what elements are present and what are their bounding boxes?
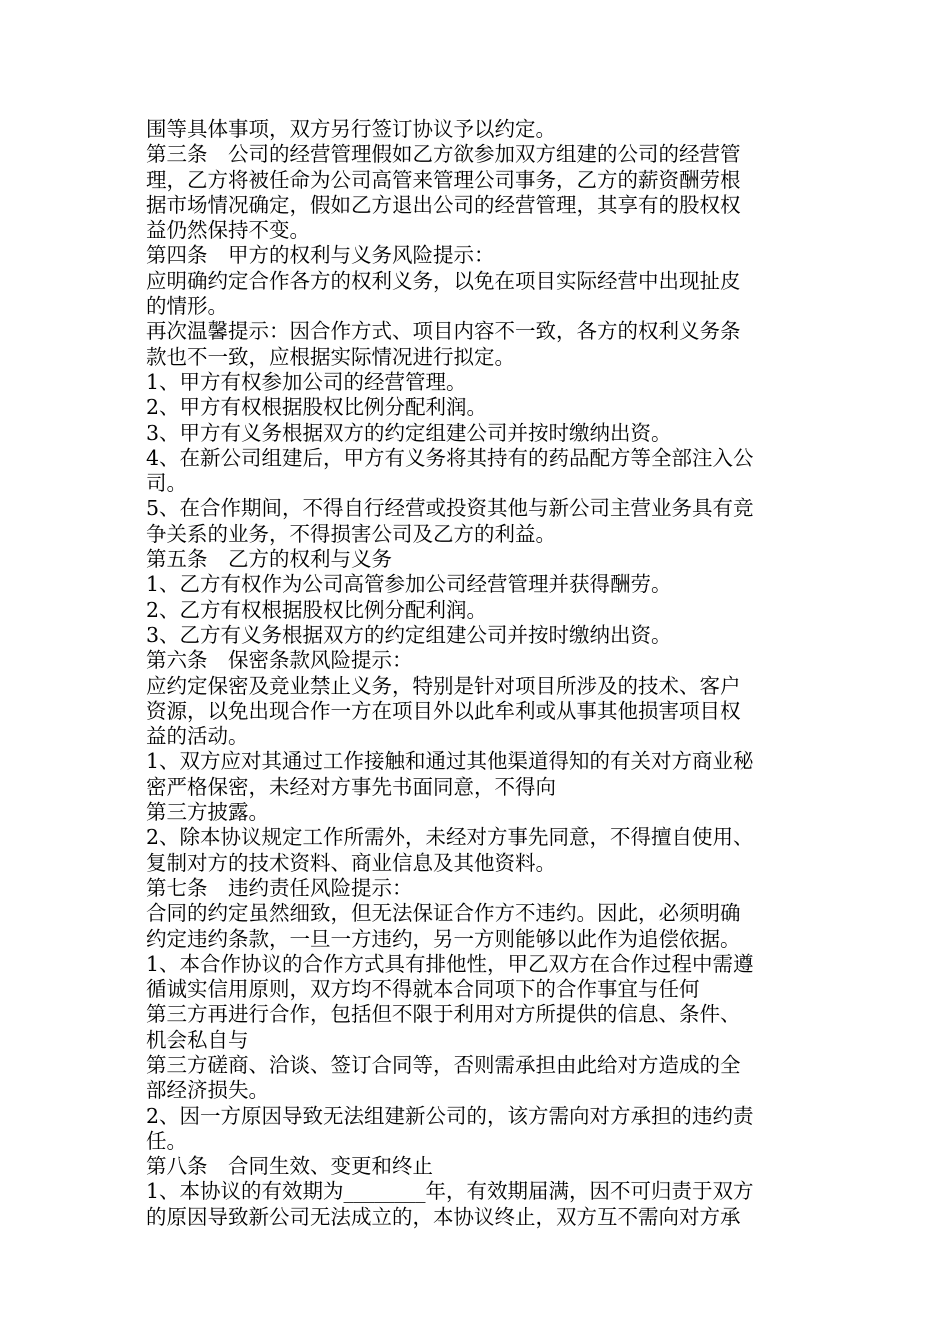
text-line: 循诚实信用原则，双方均不得就本合同项下的合作事宜与任何: [146, 977, 700, 1002]
article-4-heading: 第四条 甲方的权利与义务风险提示：: [146, 243, 495, 268]
list-item: 4、在新公司组建后，甲方有义务将其持有的药品配方等全部注入公: [146, 445, 754, 470]
list-item: 1、本合作协议的合作方式具有排他性，甲乙双方在合作过程中需遵: [146, 951, 754, 976]
list-item: 1、甲方有权参加公司的经营管理。: [146, 369, 467, 394]
text-line: 资源，以免出现合作一方在项目外以此牟利或从事其他损害项目权: [146, 698, 741, 723]
text-line: 第三方磋商、洽谈、签订合同等，否则需承担由此给对方造成的全: [146, 1052, 741, 1077]
text-line: 第三方披露。: [146, 800, 269, 825]
list-item: 1、本协议的有效期为________年，有效期届满，因不可归责于双方: [146, 1179, 754, 1204]
text-line: 争关系的业务，不得损害公司及乙方的利益。: [146, 521, 556, 546]
article-5-heading: 第五条 乙方的权利与义务: [146, 547, 392, 572]
article-8-heading: 第八条 合同生效、变更和终止: [146, 1154, 433, 1179]
article-3-heading: 第三条 公司的经营管理假如乙方欲参加双方组建的公司的经营管: [146, 142, 741, 167]
text-line: 的原因导致新公司无法成立的，本协议终止，双方互不需向对方承: [146, 1204, 741, 1229]
document-body: [146, 117, 806, 1230]
list-item: 3、甲方有义务根据双方的约定组建公司并按时缴纳出资。: [146, 420, 672, 445]
text-line: 约定违约条款，一旦一方违约，另一方则能够以此作为追偿依据。: [146, 926, 741, 951]
text-line: 机会私自与: [146, 1027, 249, 1052]
article-6-heading: 第六条 保密条款风险提示：: [146, 648, 413, 673]
text-line: 的情形。: [146, 294, 228, 319]
text-line: 再次温馨提示：因合作方式、项目内容不一致，各方的权利义务条: [146, 319, 741, 344]
text-line: 合同的约定虽然细致，但无法保证合作方不违约。因此，必须明确: [146, 901, 741, 926]
article-7-heading: 第七条 违约责任风险提示：: [146, 875, 413, 900]
text-line: 密严格保密，未经对方事先书面同意，不得向: [146, 774, 556, 799]
text-line: 据市场情况确定，假如乙方退出公司的经营管理，其享有的股权权: [146, 192, 741, 217]
list-item: 1、乙方有权作为公司高管参加公司经营管理并获得酬劳。: [146, 572, 672, 597]
list-item: 5、在合作期间，不得自行经营或投资其他与新公司主营业务具有竞: [146, 496, 754, 521]
list-item: 2、乙方有权根据股权比例分配利润。: [146, 597, 488, 622]
text-line: 任。: [146, 1128, 187, 1153]
text-line: 围等具体事项，双方另行签订协议予以约定。: [146, 117, 556, 141]
list-item: 3、乙方有义务根据双方的约定组建公司并按时缴纳出资。: [146, 622, 672, 647]
text-line: 款也不一致，应根据实际情况进行拟定。: [146, 344, 515, 369]
text-line: 复制对方的技术资料、商业信息及其他资料。: [146, 850, 556, 875]
text-line: 理，乙方将被任命为公司高管来管理公司事务，乙方的薪资酬劳根: [146, 167, 741, 192]
list-item: 1、双方应对其通过工作接触和通过其他渠道得知的有关对方商业秘: [146, 749, 754, 774]
text-line: 部经济损失。: [146, 1078, 269, 1103]
list-item: 2、除本协议规定工作所需外，未经对方事先同意，不得擅自使用、: [146, 825, 754, 850]
list-item: 2、甲方有权根据股权比例分配利润。: [146, 395, 488, 420]
text-line: 益的活动。: [146, 724, 249, 749]
list-item: 2、因一方原因导致无法组建新公司的，该方需向对方承担的违约责: [146, 1103, 754, 1128]
text-line: 应约定保密及竞业禁止义务，特别是针对项目所涉及的技术、客户: [146, 673, 741, 698]
text-line: 应明确约定合作各方的权利义务，以免在项目实际经营中出现扯皮: [146, 268, 741, 293]
text-line: 司。: [146, 471, 187, 496]
text-line: 第三方再进行合作，包括但不限于利用对方所提供的信息、条件、: [146, 1002, 741, 1027]
text-line: 益仍然保持不变。: [146, 218, 310, 243]
